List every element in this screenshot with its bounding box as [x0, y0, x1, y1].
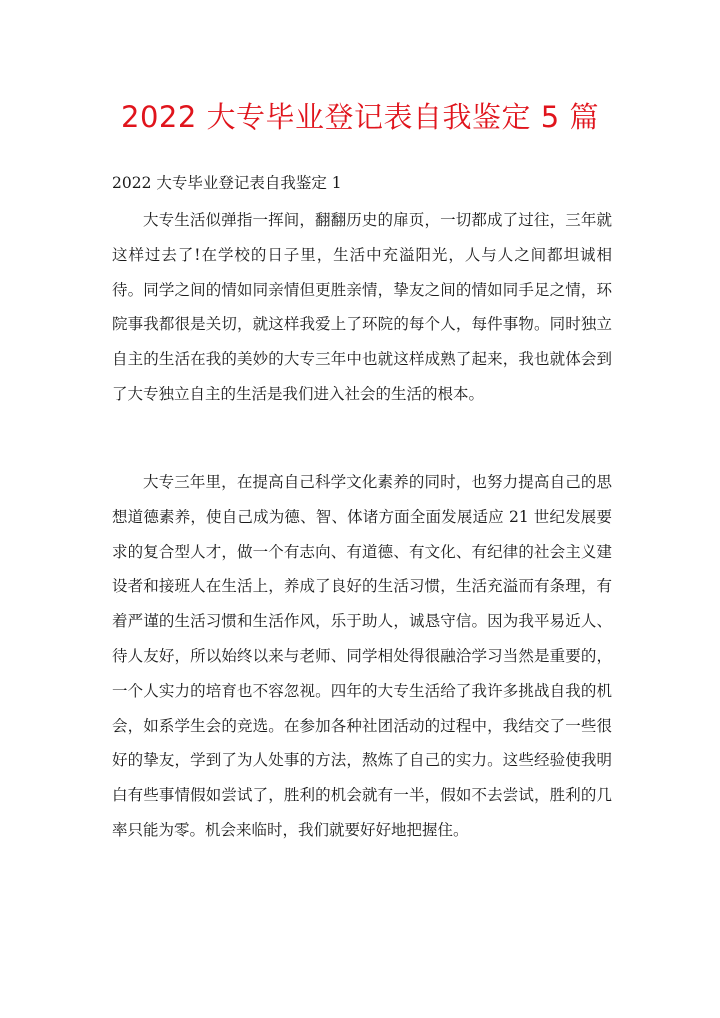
body-paragraph-2: 大专三年里，在提高自己科学文化素养的同时，也努力提高自己的思想道德素养，使自己成为德、智、体诸方面全面发展适应 21 世纪发展要求的复合型人才，做一个有志向、有道德、有文化、有纪律的社会主义建设者和接班人在生活上，养成了良好的生活习惯，生活充溢而有条理，有着严谨的生活习惯和生活作风，乐于助人，诚恳守信。因为我平易近人、待人友好，所以始终以来与老师、同学相处得很融洽学习当然是重要的，一个人实力的培育也不容忽视。四年的大专生活给了我许多挑战自我的机会，如系学生会的竞选。在参加各种社团活动的过程中，我结交了一些很好的挚友，学到了为人处事的方法，熬炼了自己的实力。这些经验使我明白有些事情假如尝试了，胜利的机会就有一半，假如不去尝试，胜利的几率只能为零。机会来临时，我们就要好好地把握住。 [112, 473, 612, 839]
section-heading: 2022 大专毕业登记表自我鉴定 1 [112, 174, 342, 192]
document-title: 2022 大专毕业登记表自我鉴定 5 篇 [121, 100, 599, 134]
body-paragraph-1: 大专生活似弹指一挥间，翻翻历史的扉页，一切都成了过往，三年就这样过去了!在学校的日子里，生活中充溢阳光，人与人之间都坦诚相待。同学之间的情如同亲情但更胜亲情，挚友之间的情如同手足之情，环院事我都很是关切，就这样我爱上了环院的每个人，每件事物。同时独立自主的生活在我的美妙的大专三年中也就这样成熟了起来，我也就体会到了大专独立自主的生活是我们进入社会的生活的根本。 [112, 211, 612, 403]
